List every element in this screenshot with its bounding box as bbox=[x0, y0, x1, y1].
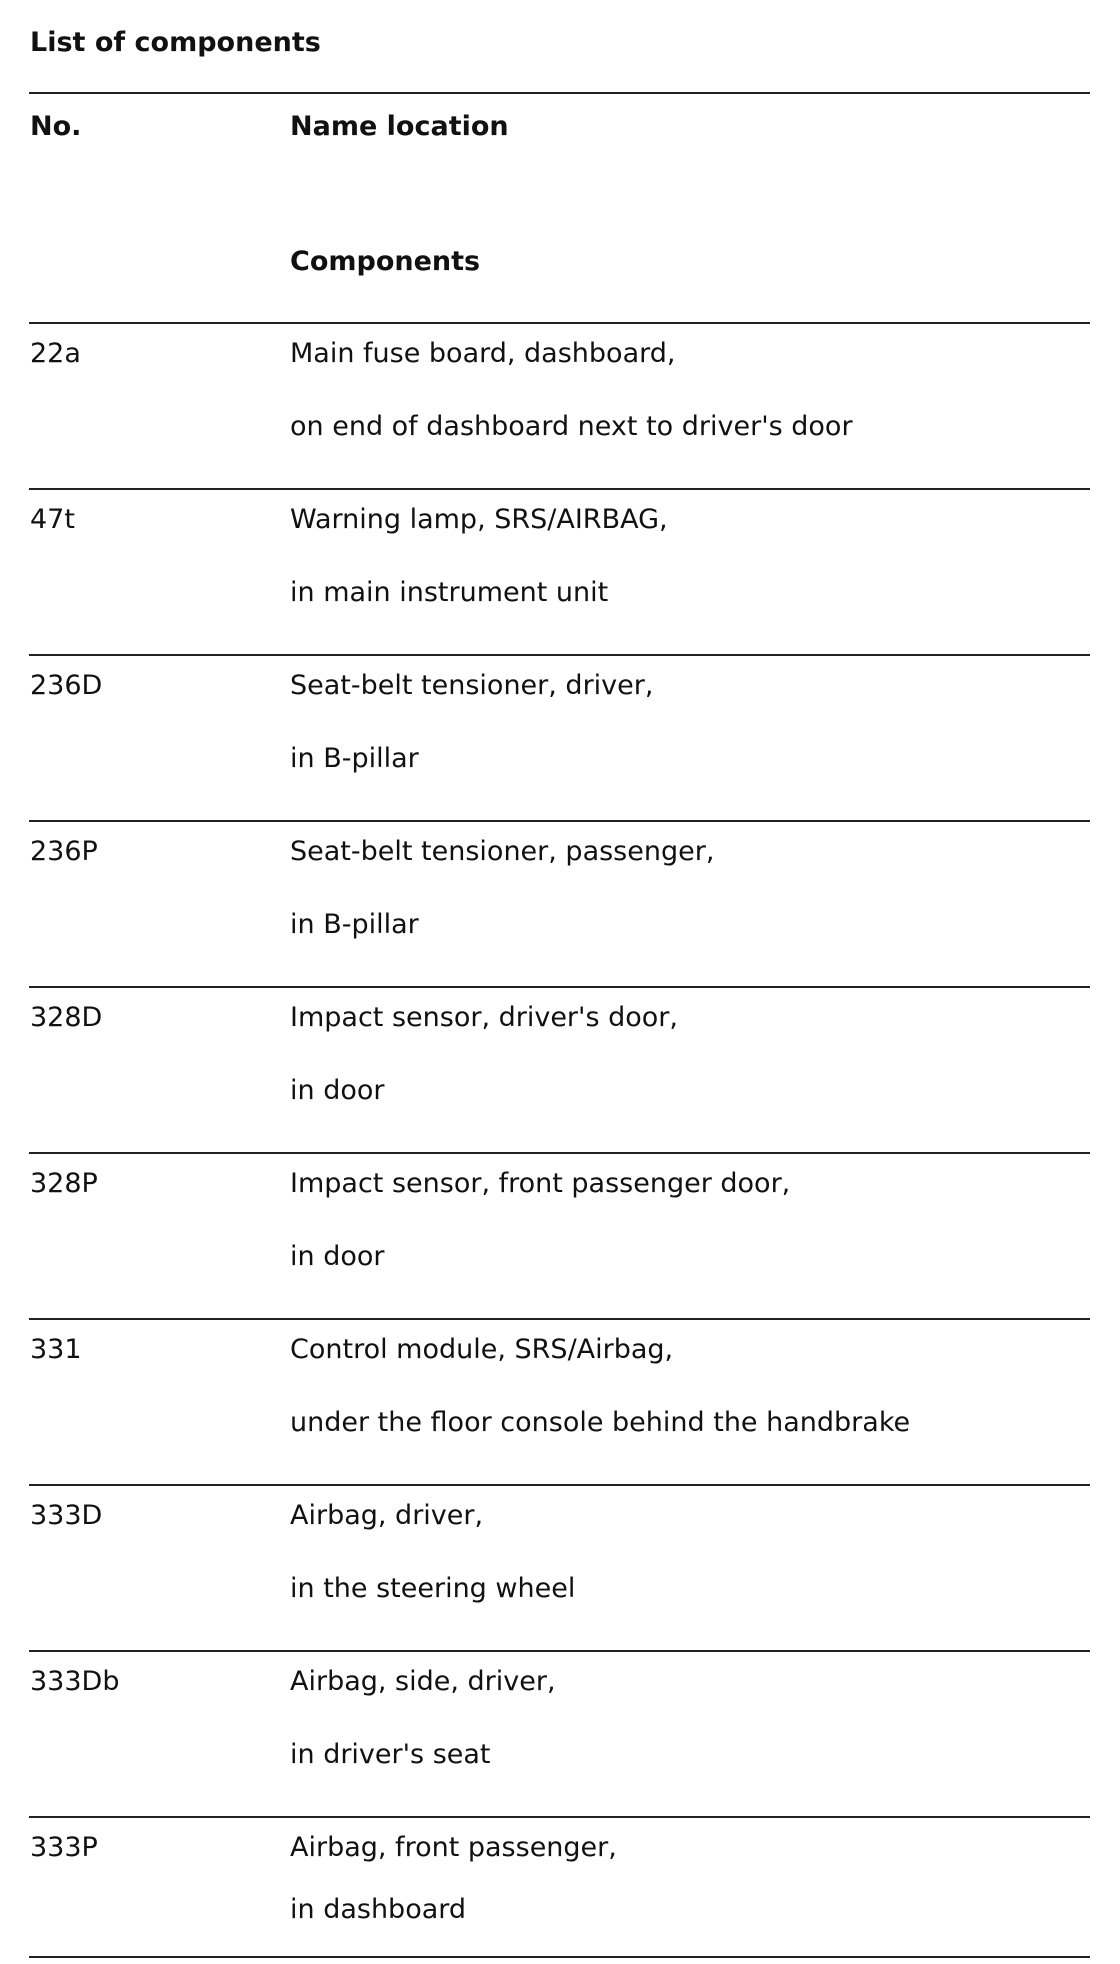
component-number: 47t bbox=[30, 504, 75, 535]
component-name: Impact sensor, front passenger door, bbox=[290, 1168, 791, 1199]
component-name: Main fuse board, dashboard, bbox=[290, 338, 676, 369]
component-name: Seat-belt tensioner, driver, bbox=[290, 670, 654, 701]
component-number: 236P bbox=[30, 836, 98, 867]
row-divider bbox=[29, 820, 1090, 822]
component-name: Warning lamp, SRS/AIRBAG, bbox=[290, 504, 668, 535]
component-location: in B-pillar bbox=[290, 743, 419, 774]
row-divider bbox=[29, 1816, 1090, 1818]
component-location: in driver's seat bbox=[290, 1739, 491, 1770]
component-name: Control module, SRS/Airbag, bbox=[290, 1334, 674, 1365]
component-number: 333Db bbox=[30, 1666, 120, 1697]
row-divider bbox=[29, 1484, 1090, 1486]
component-number: 328D bbox=[30, 1002, 103, 1033]
row-divider bbox=[29, 1318, 1090, 1320]
document-title: List of components bbox=[30, 27, 321, 58]
row-divider bbox=[29, 488, 1090, 490]
row-divider bbox=[29, 986, 1090, 988]
row-divider bbox=[29, 1152, 1090, 1154]
component-number: 331 bbox=[30, 1334, 82, 1365]
row-divider bbox=[29, 1650, 1090, 1652]
section-header-components: Components bbox=[290, 246, 481, 277]
component-name: Airbag, front passenger, bbox=[290, 1832, 617, 1863]
component-location: in door bbox=[290, 1075, 385, 1106]
component-number: 236D bbox=[30, 670, 103, 701]
component-location: in B-pillar bbox=[290, 909, 419, 940]
component-location: on end of dashboard next to driver's door bbox=[290, 411, 853, 442]
component-location: under the floor console behind the handbrake bbox=[290, 1407, 911, 1438]
row-divider bbox=[29, 654, 1090, 656]
component-location: in the steering wheel bbox=[290, 1573, 576, 1604]
component-number: 333D bbox=[30, 1500, 103, 1531]
component-number: 22a bbox=[30, 338, 81, 369]
table-bottom-rule bbox=[29, 1956, 1090, 1958]
component-name: Airbag, driver, bbox=[290, 1500, 484, 1531]
component-location: in dashboard bbox=[290, 1894, 467, 1925]
component-name: Impact sensor, driver's door, bbox=[290, 1002, 678, 1033]
table-top-rule bbox=[29, 92, 1090, 94]
component-location: in main instrument unit bbox=[290, 577, 609, 608]
component-number: 328P bbox=[30, 1168, 98, 1199]
component-name: Seat-belt tensioner, passenger, bbox=[290, 836, 715, 867]
column-header-number: No. bbox=[30, 111, 82, 142]
column-header-name-location: Name location bbox=[290, 111, 509, 142]
component-location: in door bbox=[290, 1241, 385, 1272]
component-name: Airbag, side, driver, bbox=[290, 1666, 556, 1697]
component-number: 333P bbox=[30, 1832, 98, 1863]
header-bottom-rule bbox=[29, 322, 1090, 324]
